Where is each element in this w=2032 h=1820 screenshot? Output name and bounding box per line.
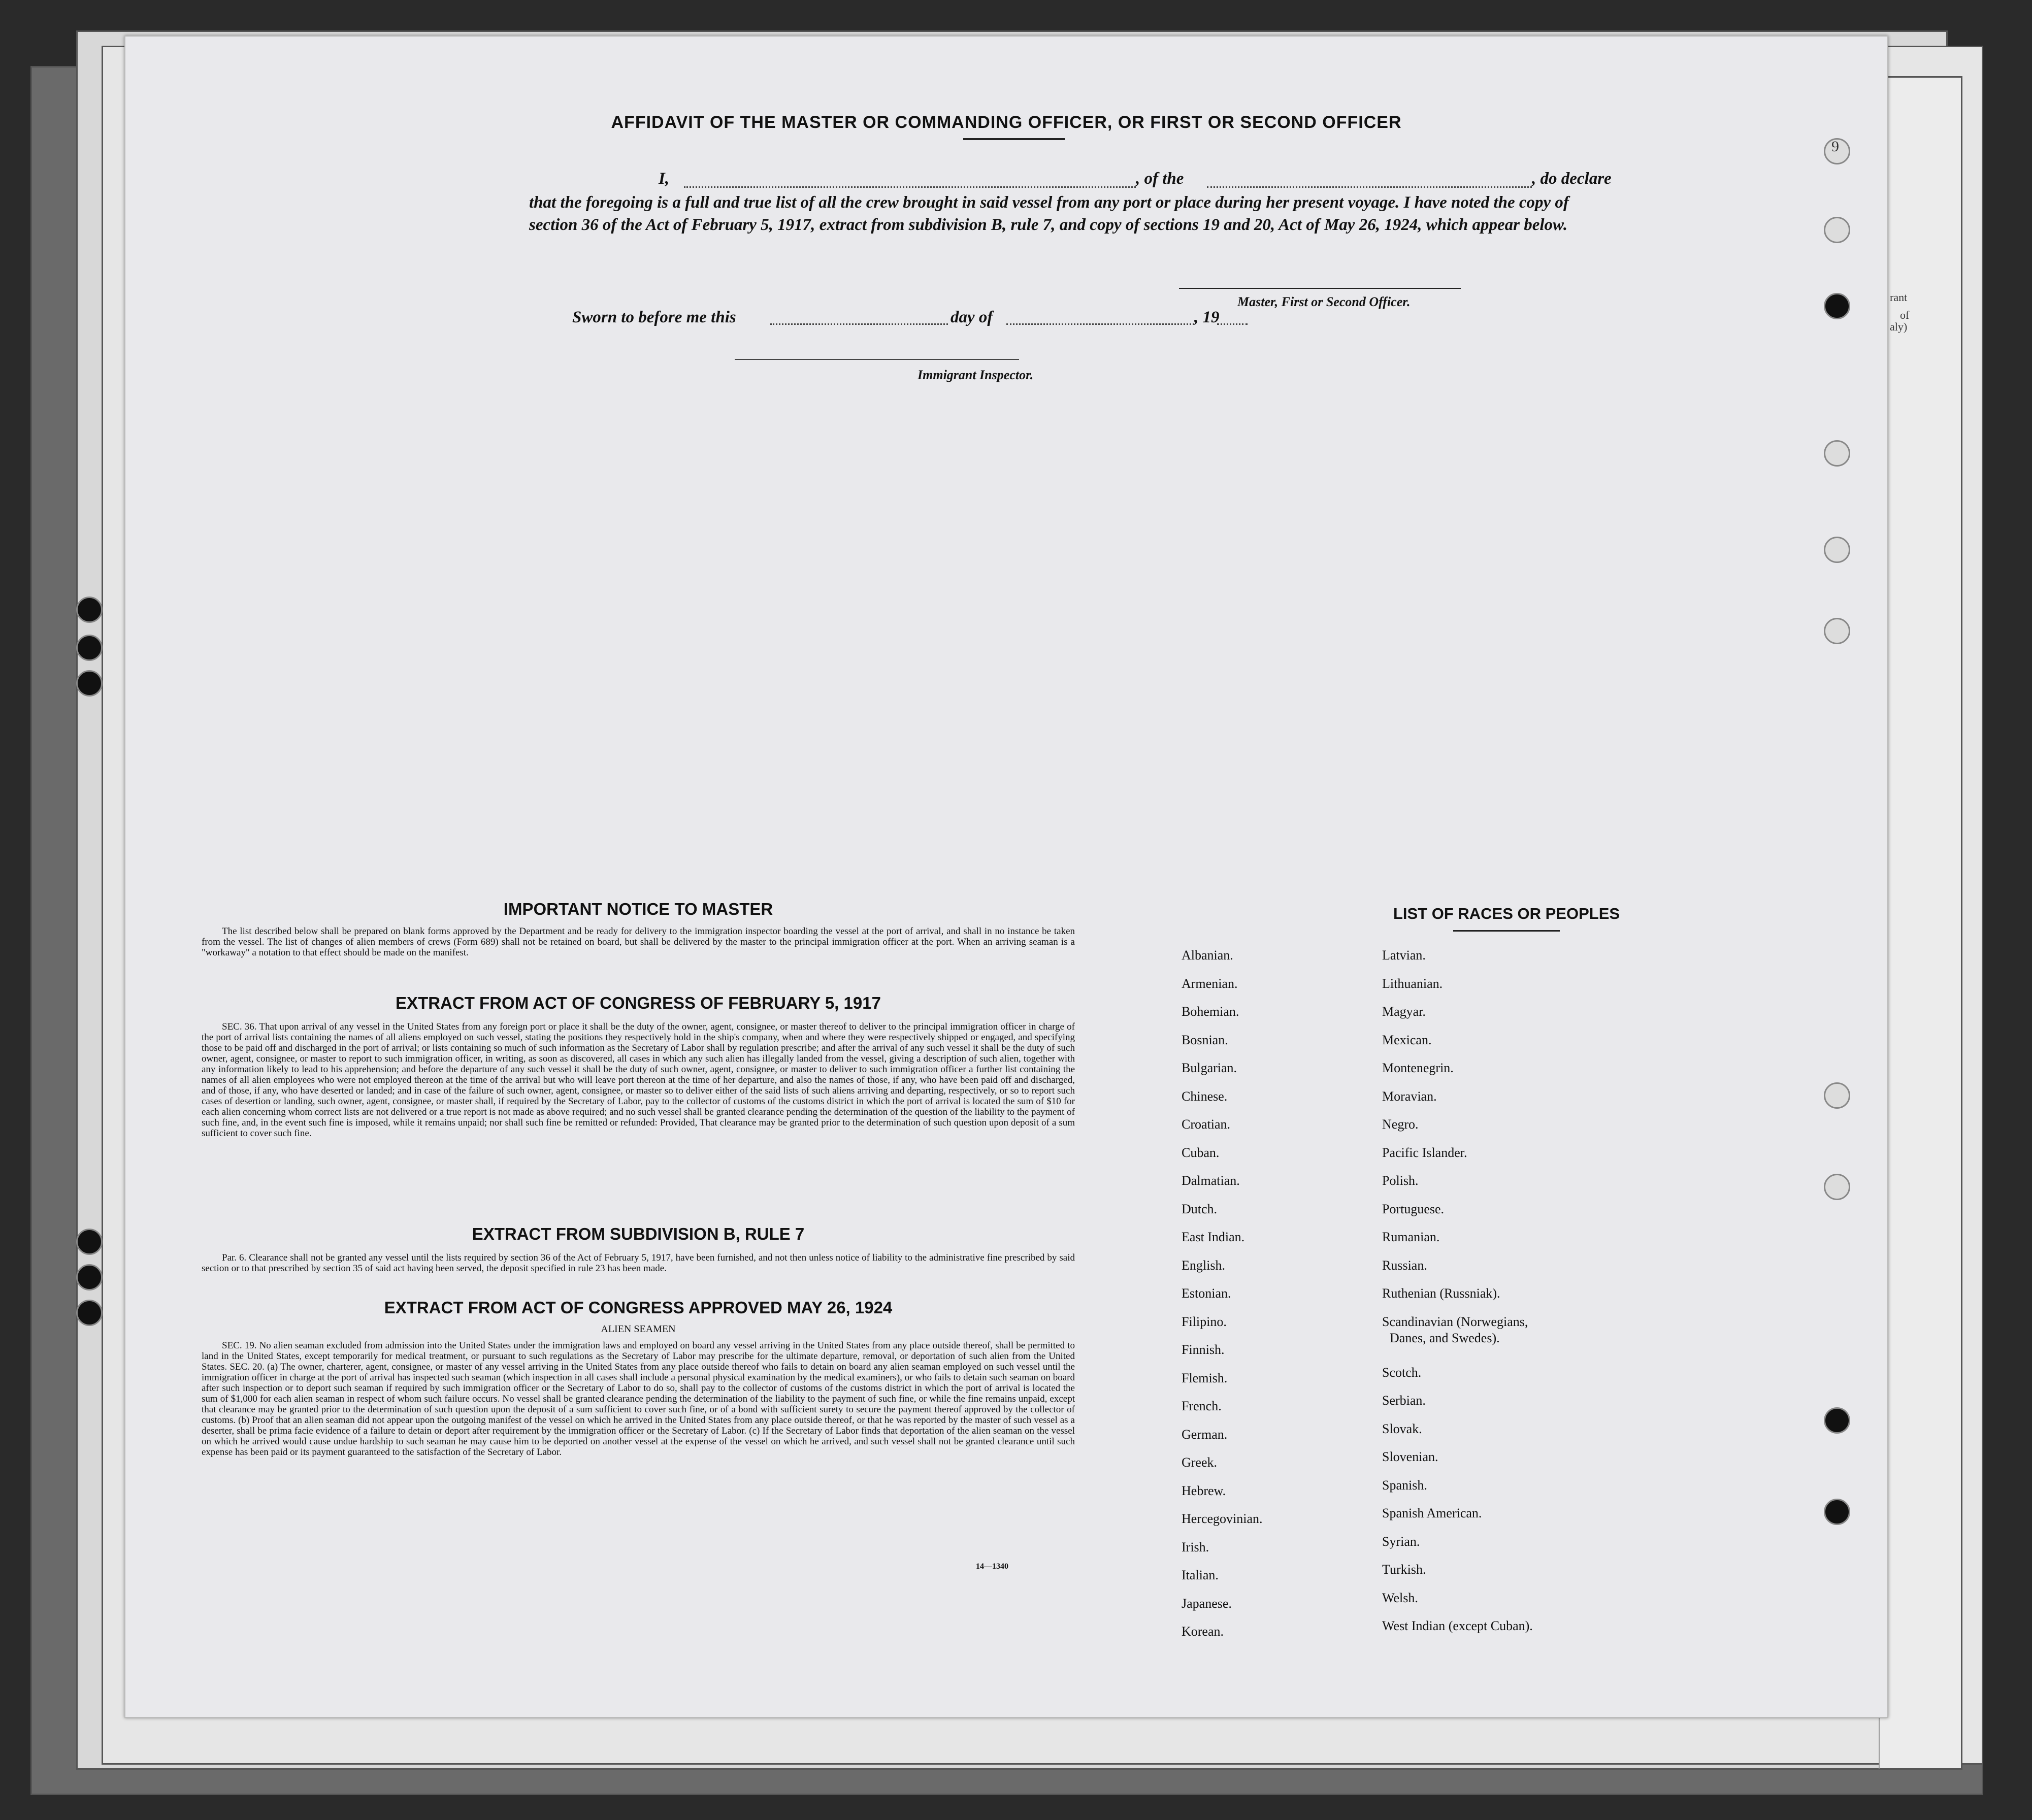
race-item: Russian. — [1382, 1258, 1427, 1273]
race-item: West Indian (except Cuban). — [1382, 1618, 1533, 1633]
race-item: Estonian. — [1182, 1286, 1231, 1301]
edge-fragment: aly) — [1890, 320, 1908, 333]
affidavit-of-the: , of the — [1136, 170, 1184, 188]
race-item: Slovak. — [1382, 1421, 1422, 1436]
binder-hole — [1824, 1082, 1850, 1109]
master-signature-line — [1179, 288, 1461, 289]
edge-fragment: rant — [1890, 291, 1908, 304]
race-item: Korean. — [1182, 1624, 1224, 1639]
race-item: Spanish. — [1382, 1477, 1427, 1493]
race-item: Syrian. — [1382, 1534, 1420, 1549]
binder-hole — [1824, 1174, 1850, 1200]
race-item: Dutch. — [1182, 1201, 1218, 1216]
race-item: Slovenian. — [1382, 1449, 1438, 1464]
race-item: Cuban. — [1182, 1145, 1220, 1160]
race-item: Irish. — [1182, 1539, 1209, 1554]
sworn-label: Sworn to before me this — [572, 308, 736, 326]
race-item: Negro. — [1382, 1117, 1419, 1132]
race-item: Lithuanian. — [1382, 976, 1443, 991]
binder-hole — [1824, 217, 1850, 243]
race-item: Scotch. — [1382, 1365, 1422, 1380]
race-item: Hebrew. — [1182, 1483, 1226, 1498]
binder-hole — [1824, 293, 1850, 319]
race-item: Greek. — [1182, 1455, 1218, 1470]
name-line — [684, 186, 1136, 188]
inspector-label: Immigrant Inspector. — [917, 368, 1034, 382]
year-line — [1217, 323, 1248, 325]
rule7-text: Par. 6. Clearance shall not be granted any vessel until the lists required by section 36 of the Act of February 5, 1917, have been furnished, and not then unless notice of liability to the administrative fine prescribed by said section or to that prescribed by section 35 of said act having been served, the deposit specified in rule 23 has been made. — [202, 1252, 1075, 1274]
race-item: Spanish American. — [1382, 1506, 1482, 1520]
race-item: Moravian. — [1382, 1088, 1437, 1104]
race-item: Bulgarian. — [1182, 1061, 1237, 1075]
day-of-label: day of — [951, 308, 993, 326]
binder-hole — [1824, 537, 1850, 563]
extract-1917-title: EXTRACT FROM ACT OF CONGRESS OF FEBRUARY 5, 1917 — [396, 994, 881, 1012]
binder-hole — [1824, 618, 1850, 644]
binder-hole — [76, 597, 103, 623]
alien-seamen-subtitle: ALIEN SEAMEN — [601, 1323, 676, 1335]
binder-hole — [1824, 440, 1850, 467]
race-item: Scandinavian (Norwegians, — [1382, 1314, 1528, 1329]
race-item: Flemish. — [1182, 1370, 1228, 1385]
race-item: English. — [1182, 1258, 1225, 1273]
binder-hole — [76, 1229, 103, 1255]
race-item: Magyar. — [1382, 1004, 1426, 1019]
races-title-rule — [1453, 930, 1560, 932]
race-item: Albanian. — [1182, 948, 1233, 963]
race-item: Welsh. — [1382, 1590, 1418, 1605]
race-item: French. — [1182, 1399, 1222, 1413]
race-item: Bosnian. — [1182, 1032, 1228, 1047]
race-item: East Indian. — [1182, 1230, 1245, 1244]
sworn-day-line — [770, 323, 948, 325]
race-item: Armenian. — [1182, 976, 1238, 991]
race-item: Turkish. — [1382, 1562, 1426, 1577]
race-item: Bohemian. — [1182, 1004, 1239, 1019]
extract-1917-text: SEC. 36. That upon arrival of any vessel in the United States from any foreign port or place it shall be the duty of the owner, agent, consignee, or master thereof to deliver to the principal immigration officer in charge of the port of arrival lists containing the names of all aliens employed on such vessel, stating the positions they respectively hold in the ship's company, when and where they were respectively shipped or engaged, and specifying those to be paid off and discharged in the port of arrival; or lists containing so much of such information as the Secretary of Labor shall by regulation prescribe; and after the arrival of any such vessel it shall be the duty of such owner, agent, consignee, or master to report to such immigration officer, in writing, as soon as discovered, all cases in which any such alien has illegally landed from the vessel, giving a description of such alien, together with any information likely to lead to his apprehension; and before the departure of any such vessel it shall be the duty of such owner, agent, consignee, or master to deliver to such immigration officer a further list containing the names of all alien employees who were not employed thereon at the time of the arrival but who will leave port thereon at the time of her departure, and also the names of those, if any, who have been paid off and discharged, and of those, if any, who have deserted or landed; and in case of the failure of such owner, agent, consignee, or master so to deliver either of the said lists of such aliens arriving and departing, respectively, or so to report such cases of desertion or landing, such owner, agent, consignee, or master shall, if required by the Secretary of Labor, pay to the collector of customs of the customs district in which the port of arrival is located the sum of $10 for each alien concerning whom correct lists are not delivered or a true report is not made as above required; and no such vessel shall be granted clearance pending the determination of the question of the liability to the payment of such fine, and, in the event such fine is imposed, while it remains unpaid; nor shall such fine be remitted or refunded: Provided, That clearance may be granted prior to the determination of such question upon deposit of a sum sufficient to cover such fine. — [202, 1021, 1075, 1139]
edge-fragment: of — [1900, 309, 1910, 321]
affidavit-title: AFFIDAVIT OF THE MASTER OR COMMANDING OFFICER, OR FIRST OR SECOND OFFICER — [611, 113, 1402, 132]
binder-hole — [76, 635, 103, 661]
race-item: Rumanian. — [1382, 1230, 1440, 1244]
race-item: Pacific Islander. — [1382, 1145, 1467, 1160]
race-item: Mexican. — [1382, 1032, 1432, 1047]
form-number: 14—1340 — [976, 1562, 1008, 1571]
binder-hole — [76, 670, 103, 697]
binder-hole — [1824, 1499, 1850, 1525]
race-item: Italian. — [1182, 1568, 1219, 1582]
binder-hole — [76, 1300, 103, 1326]
inspector-signature-line — [735, 359, 1019, 360]
rule7-title: EXTRACT FROM SUBDIVISION B, RULE 7 — [472, 1225, 805, 1243]
race-item: Finnish. — [1182, 1342, 1225, 1357]
race-item: Chinese. — [1182, 1088, 1228, 1104]
extract-1924-text: SEC. 19. No alien seaman excluded from admission into the United States under the immigration laws and employed on board any vessel arriving in the United States from any place outside thereof, shall be permitted to land in the United States, except temporarily for medical treatment, or pursuant to such regulations as the Secretary of Labor may prescribe for the ultimate departure, removal, or deportation of such alien from the United States. SEC. 20. (a) The owner, charterer, agent, consignee, or master of any vessel arriving in the United States from any place outside thereof who fails to detain on board any alien seaman employed on such vessel until the immigration officer in charge at the port of arrival has inspected such seaman (which inspection in all cases shall include a personal physical examination by the medical examiners), or who fails to detain such seaman on board after such inspection or to deport such seaman if required by such immigration officer or the Secretary of Labor to do so, shall pay to the collector of customs of the customs district in which the port of arrival is located the sum of $1,000 for each alien seaman in respect of whom such failure occurs. No vessel shall be granted clearance pending the determination of the liability to the payment of such fine, or while the fine remains unpaid, except that clearance may be granted prior to the determination of such question upon the deposit of a sum sufficient to cover such fine, or of a bond with sufficient surety to secure the payment thereof approved by the collector of customs. (b) Proof that an alien seaman did not appear upon the outgoing manifest of the vessel on which he arrived in the United States from any place outside thereof, or that he was reported by the master of such vessel as a deserter, shall be prima facie evidence of a failure to detain or deport after requirement by the immigration officer or the Secretary of Labor. (c) If the Secretary of Labor finds that deportation of the alien seaman on the vessel on which he arrived would cause undue hardship to such seaman he may cause him to be deported on another vessel at the expense of the vessel on which he arrived, and such vessel shall not be granted clearance until such expense has been paid or its payment guaranteed to the satisfaction of the Secretary of Labor. — [202, 1340, 1075, 1458]
right-edge-sheet — [1879, 76, 1962, 1770]
race-item: Japanese. — [1182, 1596, 1232, 1611]
title-rule — [963, 138, 1065, 140]
affidavit-body: that the foregoing is a full and true list of all the crew brought in said vessel from any port or place during her present voyage. I have noted the copy of section 36 of the Act of February 5, 1917, extract from subdivision B, rule 7, and copy of sections 19 and 20, Act of May 26, 1924, which appear below. — [529, 193, 1569, 234]
notice-text: The list described below shall be prepared on blank forms approved by the Department and be ready for delivery to the immigration inspector boarding the vessel at the port of arrival, and shall in no instance be taken from the vessel. The list of changes of alien members of crews (Form 689) shall not be retained on board, but shall be delivered by the master to the principal immigration officer at the port. When an arriving seaman is a "workaway" a notation to that effect should be made on the manifest. — [202, 926, 1075, 958]
race-item: Danes, and Swedes). — [1390, 1330, 1500, 1345]
year-label: , 19 — [1194, 308, 1220, 326]
month-line — [1006, 323, 1194, 325]
races-title: LIST OF RACES OR PEOPLES — [1393, 905, 1620, 922]
binder-hole — [1824, 1407, 1850, 1434]
notice-title: IMPORTANT NOTICE TO MASTER — [503, 900, 773, 918]
race-item: Dalmatian. — [1182, 1173, 1240, 1188]
document-page — [124, 36, 1888, 1718]
race-item: German. — [1182, 1427, 1228, 1442]
race-item: Serbian. — [1382, 1393, 1426, 1408]
race-item: Filipino. — [1182, 1314, 1227, 1329]
race-item: Hercegovinian. — [1182, 1511, 1263, 1526]
affidavit-declare: , do declare — [1532, 170, 1612, 188]
extract-1924-title: EXTRACT FROM ACT OF CONGRESS APPROVED MAY 26, 1924 — [384, 1298, 893, 1317]
affidavit-i: I, — [659, 170, 670, 188]
page-number: 9 — [1831, 138, 1839, 155]
race-item: Polish. — [1382, 1173, 1419, 1188]
race-item: Montenegrin. — [1382, 1061, 1454, 1075]
race-item: Ruthenian (Russniak). — [1382, 1286, 1500, 1301]
master-label: Master, First or Second Officer. — [1237, 294, 1411, 309]
race-item: Latvian. — [1382, 948, 1426, 963]
binder-hole — [76, 1264, 103, 1290]
race-item: Croatian. — [1182, 1117, 1231, 1132]
vessel-line — [1207, 186, 1532, 188]
race-item: Portuguese. — [1382, 1201, 1445, 1216]
